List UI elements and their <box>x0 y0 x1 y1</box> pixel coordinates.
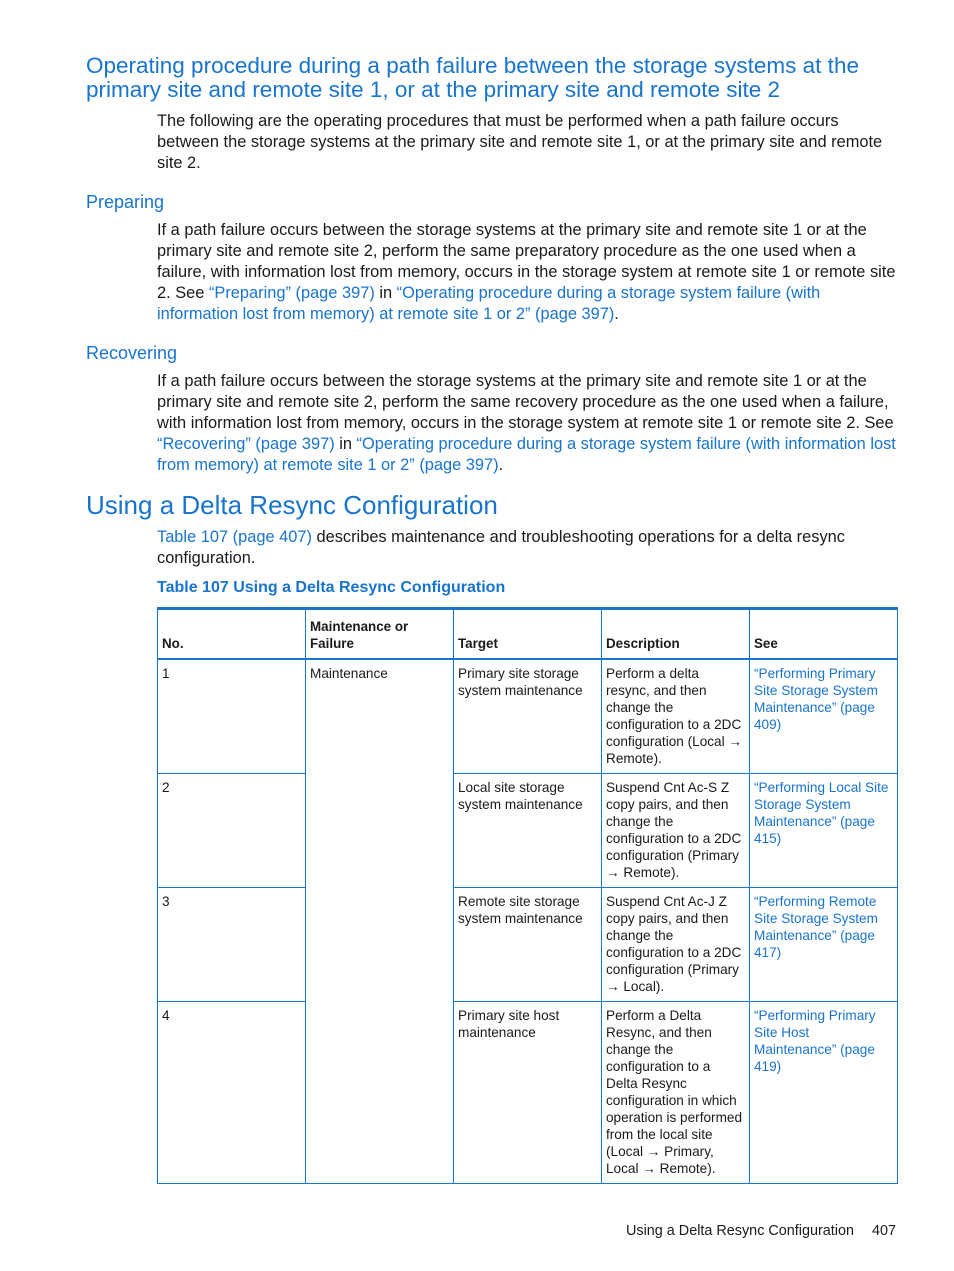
cell-no: 2 <box>158 773 306 887</box>
header-no: No. <box>158 609 306 660</box>
page-number: 407 <box>871 1223 896 1239</box>
table-row <box>158 773 898 887</box>
section-intro: The following are the operating procedures that must be performed when a path failure occurs between the storage systems at the primary site and remote site 1, or at the primary site and remote site 2. <box>157 112 883 172</box>
subheading-preparing: Preparing <box>86 192 165 212</box>
footer-title: Using a Delta Resync Configuration <box>626 1223 854 1239</box>
subheading-recovering: Recovering <box>86 343 178 363</box>
header-see: See <box>750 609 898 660</box>
table-row <box>158 887 898 1001</box>
cell-no: 3 <box>158 887 306 1001</box>
preparing-paragraph <box>157 220 899 325</box>
cell-maintenance-or-failure: Maintenance <box>306 659 454 1183</box>
cell-see-link[interactable]: “Performing Primary Site Host Maintenance” (page 419) <box>750 1001 898 1183</box>
header-maintenance-or-failure: Maintenance or Failure <box>306 609 454 660</box>
header-description: Description <box>602 609 750 660</box>
section-heading-path-failure: Operating procedure during a path failure between the storage systems at the primary site and remote site 1, or at the primary site and remote site 2 <box>86 53 859 102</box>
link-preparing-page-397[interactable]: “Preparing” (page 397) <box>208 284 375 302</box>
page-footer <box>626 1221 896 1241</box>
recovering-text: If a path failure occurs between the storage systems at the primary site and remote site 1 or at the primary site and remote site 2, perform the same recovery procedure as the one used when a failure, with information lost from memory, occurs in the storage system at remote site 1 or remote site 2. See <box>157 372 894 432</box>
link-operating-procedure-397b[interactable]: “Operating procedure during a storage system failure (with information lost from memory) at remote site 1 or 2” (page 397) <box>157 435 896 474</box>
cell-description: Suspend Cnt Ac-J Z copy pairs, and then change the configuration to a 2DC configuration (Primary → Local). <box>602 887 750 1001</box>
recovering-mid: in <box>334 435 357 453</box>
link-table-107[interactable]: Table 107 (page 407) <box>157 528 312 546</box>
preparing-text: If a path failure occurs between the storage systems at the primary site and remote site 1 or at the primary site and remote site 2, perform the same preparatory procedure as the one used when a failure, with information lost from memory, occurs in the storage system at remote site 1 or remote site 2. See <box>157 221 896 302</box>
delta-resync-table <box>157 607 898 1184</box>
preparing-end: . <box>614 305 619 323</box>
section-heading-delta-resync: Using a Delta Resync Configuration <box>86 490 498 520</box>
cell-target: Primary site storage system maintenance <box>454 659 602 773</box>
cell-description: Perform a delta resync, and then change the configuration to a 2DC configuration (Local → Remote). <box>602 659 750 773</box>
delta-resync-intro <box>157 527 899 569</box>
link-recovering-page-397[interactable]: “Recovering” (page 397) <box>157 435 335 453</box>
cell-description: Suspend Cnt Ac-S Z copy pairs, and then change the configuration to a 2DC configuration (Primary → Remote). <box>602 773 750 887</box>
recovering-paragraph <box>157 371 899 476</box>
header-target: Target <box>454 609 602 660</box>
table-header-row <box>158 609 898 660</box>
cell-target: Local site storage system maintenance <box>454 773 602 887</box>
cell-target: Remote site storage system maintenance <box>454 887 602 1001</box>
cell-no: 1 <box>158 659 306 773</box>
cell-no: 4 <box>158 1001 306 1183</box>
table-row <box>158 1001 898 1183</box>
cell-see-link[interactable]: “Performing Primary Site Storage System Maintenance” (page 409) <box>750 659 898 773</box>
delta-resync-intro-text: describes maintenance and troubleshooting operations for a delta resync configuration. <box>157 528 845 567</box>
cell-see-link[interactable]: “Performing Remote Site Storage System Maintenance” (page 417) <box>750 887 898 1001</box>
cell-target: Primary site host maintenance <box>454 1001 602 1183</box>
cell-description: Perform a Delta Resync, and then change the configuration to a Delta Resync configuration in which operation is performed from the local site (Local → Primary, Local → Remote). <box>602 1001 750 1183</box>
table-caption: Table 107 Using a Delta Resync Configuration <box>157 579 506 596</box>
cell-see-link[interactable]: “Performing Local Site Storage System Maintenance” (page 415) <box>750 773 898 887</box>
table-row <box>158 659 898 773</box>
preparing-mid: in <box>374 284 397 302</box>
recovering-end: . <box>498 456 504 474</box>
link-operating-procedure-397[interactable]: “Operating procedure during a storage system failure (with information lost from memory) at remote site 1 or 2” (page 397) <box>157 284 821 323</box>
